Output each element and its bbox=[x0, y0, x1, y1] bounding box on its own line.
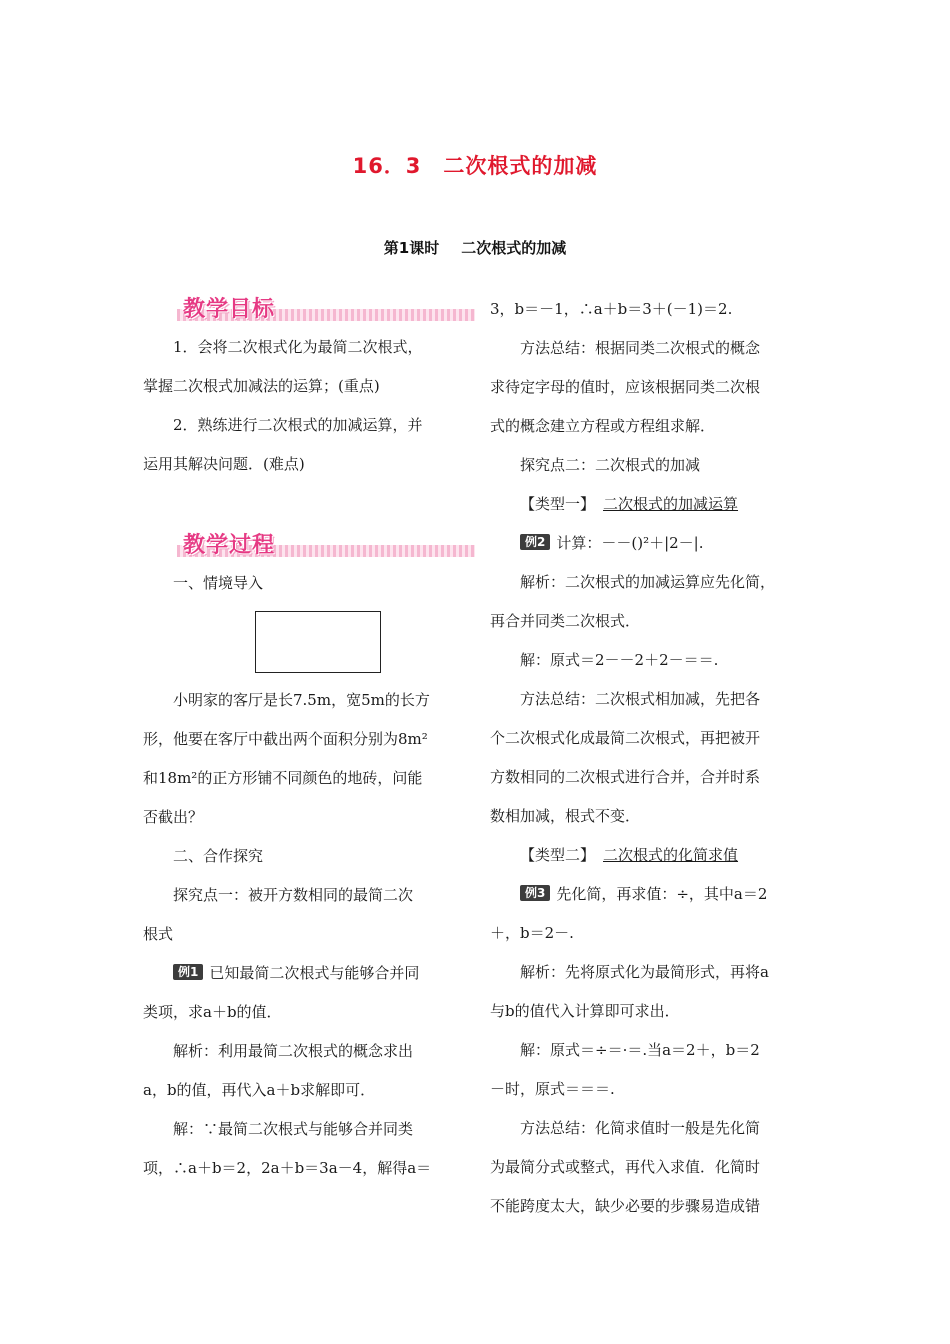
rectangle-figure bbox=[255, 611, 381, 673]
goal-2-line-2: 运用其解决问题．(难点) bbox=[143, 455, 305, 473]
left-column bbox=[143, 290, 461, 1188]
solution-1-cont: 项，∴a＋b＝2，2a＋b＝3a－4，解得a＝ bbox=[143, 1159, 432, 1177]
solution-3-cont: －时，原式＝＝＝. bbox=[490, 1080, 615, 1098]
section-heading-intro: 一、情境导入 bbox=[173, 574, 264, 592]
example-3-badge: 例3 bbox=[520, 885, 550, 901]
method-summary-3-cont: 为最简分式或整式，再代入求值．化简时 bbox=[490, 1158, 761, 1176]
analysis-3-cont: 与b的值代入计算即可求出． bbox=[490, 1002, 680, 1020]
type-2-heading bbox=[490, 836, 820, 875]
method-summary-3-cont: 不能跨度太大，缺少必要的步骤易造成错 bbox=[490, 1197, 761, 1215]
goal-1-line-1: 1．会将二次根式化为最简二次根式， bbox=[173, 338, 423, 356]
method-summary-2-cont: 方数相同的二次根式进行合并，合并时系 bbox=[490, 768, 761, 786]
lesson-topic: 二次根式的加减 bbox=[461, 239, 567, 257]
example-2-text: 计算：－－()²＋|2－|. bbox=[556, 534, 704, 552]
example-3-cont: ＋，b＝2－. bbox=[490, 924, 574, 942]
page-title: 16．3 二次根式的加减 bbox=[352, 154, 598, 178]
type-1-title: 二次根式的加减运算 bbox=[603, 495, 739, 513]
teaching-process-banner bbox=[143, 526, 461, 564]
example-2-badge: 例2 bbox=[520, 534, 550, 550]
lesson-number: 第1课时 bbox=[383, 239, 440, 257]
section-heading-explore: 二、合作探究 bbox=[173, 847, 264, 865]
type-2-tag: 【类型二】 bbox=[520, 846, 596, 864]
method-summary-1-cont: 式的概念建立方程或方程组求解． bbox=[490, 417, 716, 435]
analysis-1: 解析：利用最简二次根式的概念求出 bbox=[173, 1042, 414, 1060]
intro-text: 形，他要在客厅中截出两个面积分别为8m² bbox=[143, 730, 428, 748]
explore-point-1: 探究点一：被开方数相同的最简二次 bbox=[173, 886, 414, 904]
explore-point-1-cont: 根式 bbox=[143, 925, 174, 943]
analysis-3: 解析：先将原式化为最简形式，再将a bbox=[520, 963, 769, 981]
analysis-2-cont: 再合并同类二次根式． bbox=[490, 612, 641, 630]
method-summary-1: 方法总结：根据同类二次根式的概念 bbox=[520, 339, 761, 357]
banner-title: 教学目标 bbox=[183, 297, 276, 322]
intro-text: 小明家的客厅是长7.5m，宽5m的长方 bbox=[173, 691, 430, 709]
example-2 bbox=[520, 524, 820, 563]
example-1-cont: 类项，求a＋b的值． bbox=[143, 1003, 282, 1021]
example-3-text: 先化简，再求值：÷，其中a＝2 bbox=[556, 885, 768, 903]
lesson-subtitle bbox=[0, 237, 950, 258]
right-column bbox=[490, 290, 820, 1226]
goal-1-line-2: 掌握二次根式加减法的运算；(重点) bbox=[143, 377, 380, 395]
type-1-tag: 【类型一】 bbox=[520, 495, 596, 513]
solution-3: 解：原式＝÷＝·＝.当a＝2＋，b＝2 bbox=[520, 1041, 760, 1059]
type-2-title: 二次根式的化简求值 bbox=[603, 846, 739, 864]
solution-1: 解：∵最简二次根式与能够合并同类 bbox=[173, 1120, 414, 1138]
method-summary-2: 方法总结：二次根式相加减，先把各 bbox=[520, 690, 761, 708]
intro-text: 和18m²的正方形铺不同颜色的地砖，问能 bbox=[143, 769, 423, 787]
explore-point-2: 探究点二：二次根式的加减 bbox=[520, 456, 701, 474]
example-1-badge: 例1 bbox=[173, 964, 203, 980]
method-summary-1-cont: 求待定字母的值时，应该根据同类二次根 bbox=[490, 378, 761, 396]
teaching-goals-banner bbox=[143, 290, 461, 328]
method-summary-2-cont: 数相加减，根式不变． bbox=[490, 807, 641, 825]
method-summary-2-cont: 个二次根式化成最简二次根式，再把被开 bbox=[490, 729, 761, 747]
analysis-2: 解析：二次根式的加减运算应先化简， bbox=[520, 573, 776, 591]
intro-text: 否截出？ bbox=[143, 808, 204, 826]
example-3 bbox=[520, 875, 820, 914]
analysis-1-cont: a，b的值，再代入a＋b求解即可． bbox=[143, 1081, 376, 1099]
example-1 bbox=[173, 954, 461, 993]
solution-1-end: 3，b＝－1，∴a＋b＝3＋(－1)＝2. bbox=[490, 300, 733, 318]
banner-title: 教学过程 bbox=[183, 533, 276, 558]
goal-2-line-1: 2．熟练进行二次根式的加减运算，并 bbox=[173, 416, 423, 434]
solution-2: 解：原式＝2－－2＋2－＝＝. bbox=[520, 651, 719, 669]
method-summary-3: 方法总结：化简求值时一般是先化简 bbox=[520, 1119, 761, 1137]
type-1-heading bbox=[490, 485, 820, 524]
example-1-text: 已知最简二次根式与能够合并同 bbox=[209, 964, 420, 982]
